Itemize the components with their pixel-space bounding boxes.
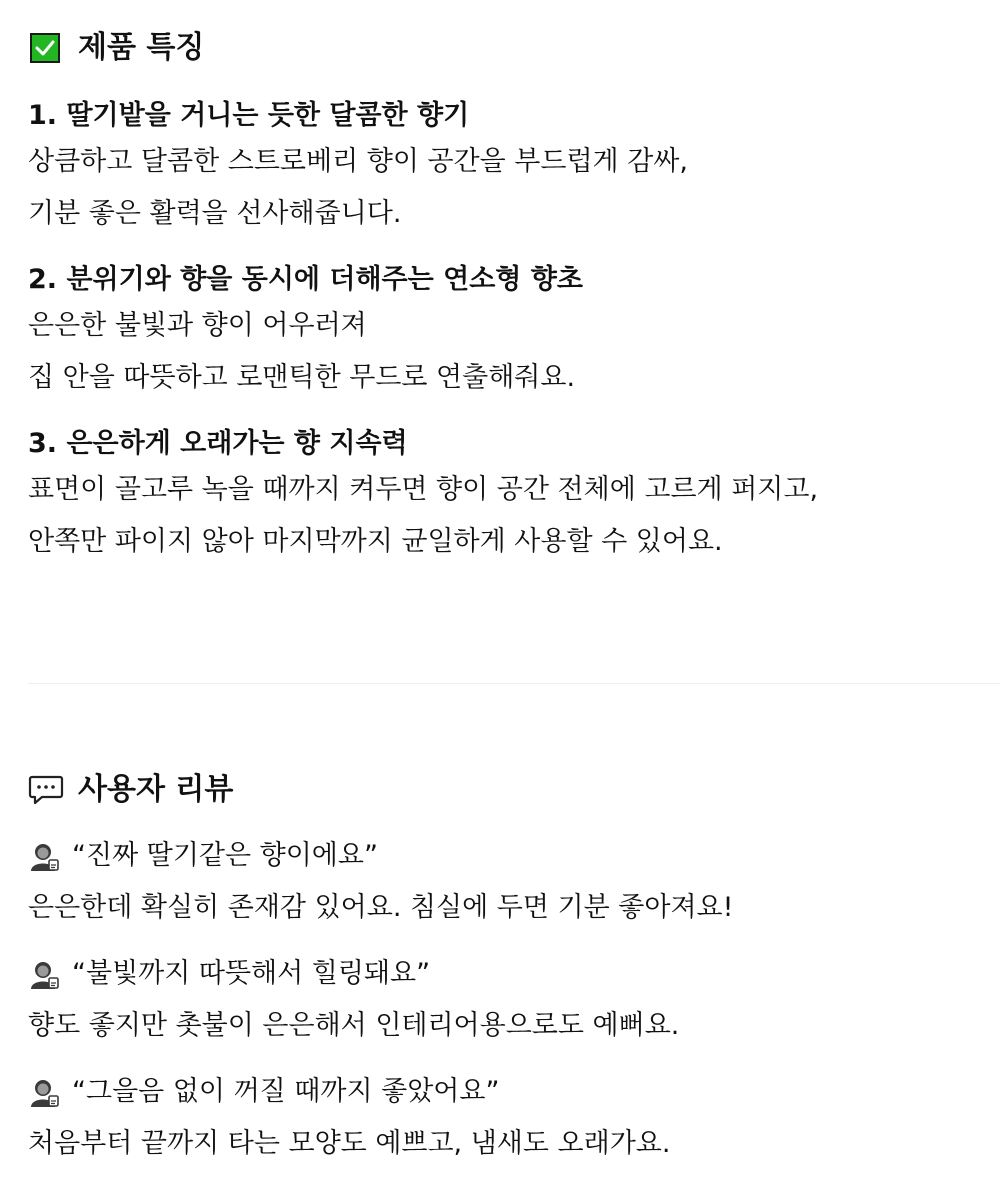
feature-heading: 2. 분위기와 향을 동시에 더해주는 연소형 향초	[28, 264, 583, 295]
review-quote-row	[28, 948, 1000, 1000]
feature-line: 집 안을 따뜻하고 로맨틱한 무드로 연출해줘요.	[28, 362, 576, 393]
check-box-icon	[30, 33, 60, 63]
review-quote-row	[28, 1066, 1000, 1118]
feature-item-2	[28, 260, 1000, 404]
features-title: 제품 특징	[78, 30, 205, 65]
speech-bubble-icon	[28, 774, 64, 806]
review-item-1	[28, 830, 1000, 934]
feature-line: 안쪽만 파이지 않아 마지막까지 균일하게 사용할 수 있어요.	[28, 526, 723, 557]
feature-line: 표면이 골고루 녹을 때까지 켜두면 향이 공간 전체에 고르게 퍼지고,	[28, 474, 819, 505]
review-quote: “진짜 딸기같은 향이에요”	[72, 840, 378, 871]
person-icon	[28, 840, 60, 872]
features-section	[28, 26, 1000, 568]
review-body: 처음부터 끝까지 타는 모양도 예쁘고, 냄새도 오래가요.	[28, 1128, 671, 1159]
feature-line: 은은한 불빛과 향이 어우러져	[28, 310, 367, 341]
review-body: 은은한데 확실히 존재감 있어요. 침실에 두면 기분 좋아져요!	[28, 892, 734, 923]
person-icon	[28, 1076, 60, 1108]
review-quote: “그을음 없이 꺼질 때까지 좋았어요”	[72, 1076, 500, 1107]
reviews-title-row	[28, 768, 1000, 812]
review-quote: “불빛까지 따뜻해서 힐링돼요”	[72, 958, 431, 989]
review-body: 향도 좋지만 촛불이 은은해서 인테리어용으로도 예뻐요.	[28, 1010, 680, 1041]
review-quote-row	[28, 830, 1000, 882]
feature-line: 상큼하고 달콤한 스트로베리 향이 공간을 부드럽게 감싸,	[28, 146, 688, 177]
review-item-2	[28, 948, 1000, 1052]
review-item-3	[28, 1066, 1000, 1170]
person-icon	[28, 958, 60, 990]
reviews-section	[28, 768, 1000, 1170]
feature-heading: 1. 딸기밭을 거니는 듯한 달콤한 향기	[28, 100, 470, 131]
feature-heading: 3. 은은하게 오래가는 향 지속력	[28, 428, 408, 459]
section-divider	[28, 683, 1000, 684]
feature-line: 기분 좋은 활력을 선사해줍니다.	[28, 198, 402, 229]
features-title-row	[28, 26, 1000, 70]
feature-item-1	[28, 96, 1000, 240]
reviews-title: 사용자 리뷰	[78, 772, 234, 807]
feature-item-3	[28, 424, 1000, 568]
